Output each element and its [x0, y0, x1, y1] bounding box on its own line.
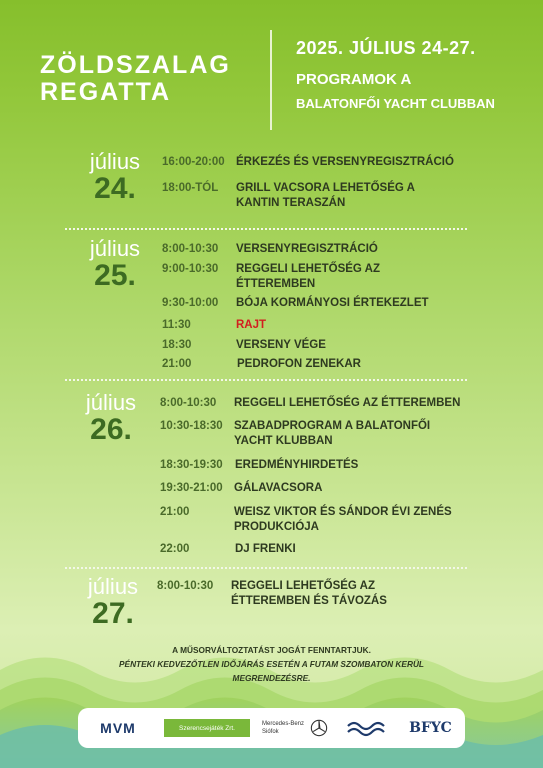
row-time: 8:00-10:30	[160, 397, 217, 409]
day-label-27	[78, 575, 148, 629]
mercedes-line-1: Mercedes-Benz	[261, 721, 305, 727]
title-line-2: REGATTA	[40, 78, 172, 106]
szerencsejatek-logo-text: Szerencsejáték Zrt.	[164, 719, 250, 737]
row-desc: REGGELI LEHETŐSÉG AZ ÉTTEREMBEN ÉS TÁVOZÁS	[231, 580, 387, 607]
row-time: 22:00	[160, 543, 190, 555]
row-desc: DJ FRENKI	[235, 543, 296, 555]
row-desc: EREDMÉNYHIRDETÉS	[235, 459, 359, 471]
mercedes-logo-text	[262, 720, 304, 736]
row-time: 11:30	[162, 319, 191, 331]
row-time: 9:00-10:30	[162, 263, 219, 275]
disclaimer	[60, 643, 483, 685]
mvm-logo: MVM	[100, 720, 136, 736]
day-label-24	[80, 150, 150, 204]
row-time: 16:00-20:00	[162, 156, 225, 168]
row-desc: GRILL VACSORA LEHETŐSÉG A KANTIN TERASZÁN	[236, 182, 415, 209]
sponsor-logo-bar	[78, 708, 465, 748]
row-desc: VERSENYREGISZTRÁCIÓ	[236, 243, 378, 255]
day-number: 25.	[94, 259, 136, 292]
row-desc-start: RAJT	[236, 319, 267, 331]
disclaimer-line-1: A MŰSORVÁLTOZTATÁST JOGÁT FENNTARTJUK.	[172, 645, 371, 655]
day-month: július	[89, 236, 141, 261]
row-desc: BÓJA KORMÁNYOSI ÉRTEKEZLET	[236, 297, 429, 309]
mercedes-star-icon	[310, 719, 328, 737]
row-time: 18:00-TÓL	[162, 182, 219, 194]
szerencsejatek-logo	[163, 708, 251, 748]
day-month: július	[85, 390, 137, 415]
row-time: 8:00-10:30	[162, 243, 219, 255]
row-time: 10:30-18:30	[160, 420, 223, 432]
row-desc: PEDROFON ZENEKAR	[237, 358, 361, 370]
row-time: 21:00	[162, 358, 192, 370]
mercedes-logo	[260, 708, 330, 748]
row-desc: ÉRKEZÉS ÉS VERSENYREGISZTRÁCIÓ	[236, 156, 454, 168]
row-time: 18:30-19:30	[160, 459, 223, 471]
venue-label: BALATONFŐI YACHT CLUBBAN	[296, 96, 495, 111]
disclaimer-line-2: PÉNTEKI KEDVEZŐTLEN IDŐJÁRÁS ESETÉN A FUTAM SZOMBATON KERÜL	[119, 659, 424, 669]
row-desc: GÁLAVACSORA	[234, 482, 323, 494]
disclaimer-line-3: MEGRENDEZÉSRE.	[232, 673, 311, 683]
row-time: 9:30-10:00	[162, 297, 219, 309]
day-label-26	[76, 391, 146, 445]
day-number: 26.	[90, 413, 132, 446]
row-time: 21:00	[160, 506, 190, 518]
section-divider	[65, 379, 467, 381]
row-desc: VERSENY VÉGE	[236, 339, 326, 351]
section-divider	[65, 228, 467, 230]
title-line-1: ZÖLDSZALAG	[40, 51, 231, 79]
day-month: július	[89, 149, 141, 174]
day-label-25	[80, 237, 150, 291]
date-range: 2025. JÚLIUS 24-27.	[296, 38, 476, 58]
row-desc: SZABADPROGRAM A BALATONFŐI YACHT KLUBBAN	[234, 420, 431, 447]
waves-logo	[344, 708, 392, 748]
row-time: 18:30	[162, 339, 192, 351]
row-time: 19:30-21:00	[160, 482, 223, 494]
bfyc-logo: BFYC	[409, 720, 452, 736]
waves-logo-icon	[346, 718, 390, 738]
row-time: 8:00-10:30	[157, 580, 214, 592]
day-number: 24.	[94, 172, 136, 205]
section-divider	[65, 567, 467, 569]
header-divider	[270, 30, 272, 130]
event-info	[296, 38, 495, 111]
day-month: július	[87, 574, 139, 599]
row-desc: REGGELI LEHETŐSÉG AZ ÉTTEREMBEN	[234, 397, 461, 409]
programs-label: PROGRAMOK A	[296, 71, 412, 88]
event-title	[40, 52, 231, 106]
mercedes-line-2: Siófok	[261, 729, 279, 735]
day-number: 27.	[92, 597, 134, 630]
row-desc: WEISZ VIKTOR ÉS SÁNDOR ÉVI ZENÉS PRODUKCIÓJA	[234, 506, 452, 533]
row-desc: REGGELI LEHETŐSÉG AZ ÉTTEREMBEN	[236, 263, 380, 290]
